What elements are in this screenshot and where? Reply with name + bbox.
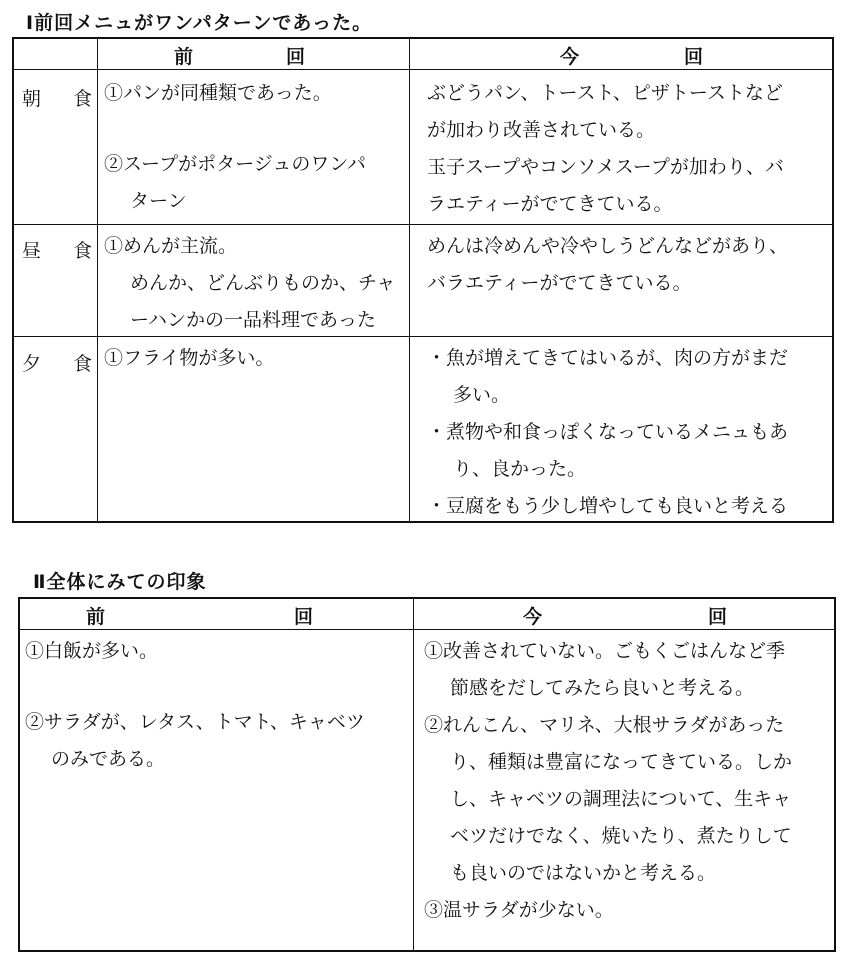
col-divider: [409, 39, 410, 521]
breakfast-now: ぶどうパン、トースト、ピザトーストなど が加わり改善されている。 玉子スープやコンソメスープが加わり、バ ラエティーがでてきている。: [427, 82, 784, 215]
meal-dinner: 夕 食: [22, 353, 92, 375]
section1-heading: Ⅰ前回メニュがワンパターンであった。: [26, 12, 373, 34]
header-now-2: 回: [684, 46, 704, 68]
dinner-now: ・魚が増えてきてはいるが、肉の方がまだ 多い。 ・煮物や和食っぽくなっているメニュもあ り、良かった。 ・豆腐をもう少し増やしても良いと考える: [427, 347, 789, 517]
header-prev-1: 前: [86, 606, 106, 628]
overall-prev: ①白飯が多い。 ②サラダが、レタス、トマト、キャベツ のみである。: [25, 640, 365, 770]
section2-table: [18, 597, 836, 952]
section2-heading: Ⅱ全体にみての印象: [33, 571, 207, 593]
header-now-1: 今: [523, 606, 543, 628]
row-divider: [20, 629, 834, 630]
overall-now: ①改善されていない。ごもくごはんなど季 節感をだしてみたら良いと考える。 ②れんこん、マリネ、大根サラダがあった り、種類は豊富になってきている。しか し、キャベツの調理法について、生キャ ベツだけでなく、焼いたり、煮たりして も良いのではないかと考える。 ③温サラダが少ない。: [424, 640, 793, 921]
header-prev-2: 回: [286, 46, 306, 68]
meal-lunch: 昼 食: [22, 240, 92, 262]
section1-table: [12, 37, 834, 523]
lunch-prev: ①めんが主流。 めんか、どんぶりものか、チャ ーハンかの一品料理であった: [104, 235, 396, 331]
header-prev-2: 回: [294, 606, 314, 628]
lunch-now: めんは冷めんや冷やしうどんなどがあり、 バラエティーがでてきている。: [427, 235, 789, 294]
header-prev-1: 前: [174, 46, 194, 68]
dinner-prev: ①フライ物が多い。: [104, 347, 275, 369]
col-divider: [413, 599, 414, 950]
header-now-1: 今: [560, 46, 580, 68]
row-divider: [14, 69, 832, 70]
meal-breakfast: 朝 食: [22, 88, 92, 110]
header-now-2: 回: [708, 606, 728, 628]
breakfast-prev: ①パンが同種類であった。 ②スープがポタージュのワンパ ターン: [104, 82, 367, 212]
row-divider: [14, 224, 832, 225]
col-divider: [97, 39, 98, 521]
